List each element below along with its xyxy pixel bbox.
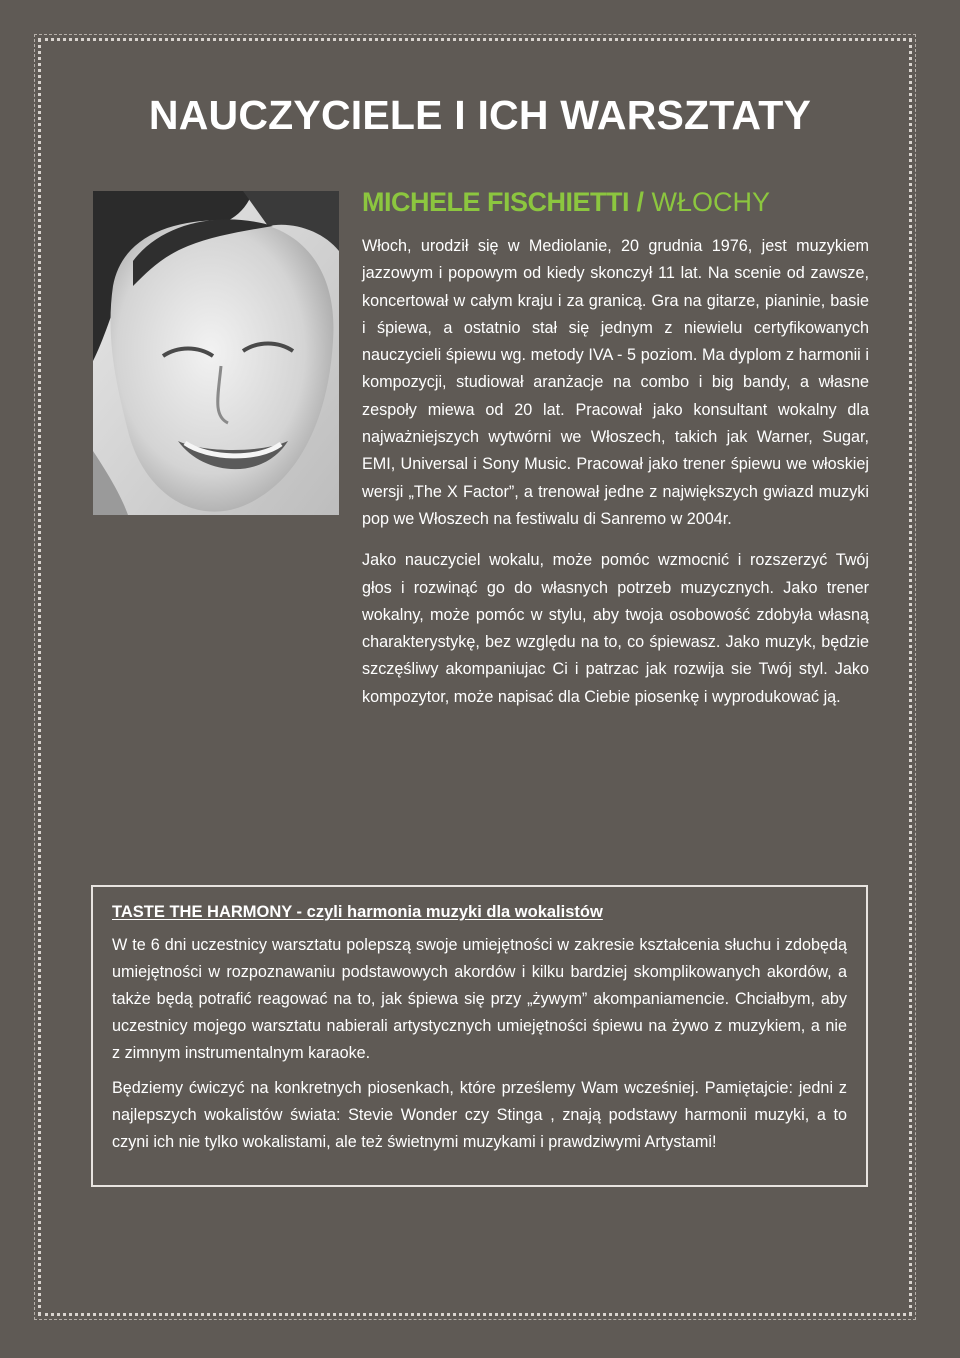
workshop-box (91, 885, 868, 1187)
workshop-paragraph: W te 6 dni uczestnicy warsztatu polepszą swoje umiejętności w zakresie kształcenia słuchu i zdobędą umiejętności w rozpoznawaniu podstawowych akordów i kilku bardziej skomplikowanych akordów, a także będą potrafić reagować na to, jak śpiewa się przy „żywym” akompaniamencie. Chciałbym, aby uczestnicy mojego warsztatu nabierali artystycznych umiejętności śpiewu na żywo z muzykiem, a nie z zimnym instrumentalnym karaoke. (112, 936, 847, 1062)
workshop-paragraph: Będziemy ćwiczyć na konkretnych piosenkach, które prześlemy Wam wcześniej. Pamiętajcie: jedni z najlepszych wokalistów świata: Stevie Wonder czy Stinga , znają podstawy harmonii muzyki, a to czyni ich nie tylko wokalistami, ale też świetnymi muzykami i prawdziwymi Artystami! (112, 1079, 847, 1151)
teacher-name: MICHELE FISCHIETTI (362, 187, 629, 217)
heading-separator: / (629, 187, 652, 217)
teacher-bio (362, 233, 869, 725)
workshop-title: TASTE THE HARMONY - czyli harmonia muzyki dla wokalistów (112, 903, 603, 921)
portrait-photo (93, 191, 339, 515)
page-title: NAUCZYCIELE I ICH WARSZTATY (148, 92, 812, 138)
portrait-illustration (93, 191, 339, 515)
bio-paragraph: Jako nauczyciel wokalu, może pomóc wzmocnić i rozszerzyć Twój głos i rozwinąć go do własnych potrzeb muzycznych. Jako trener wokalny, może pomóc w stylu, aby twoja osobowość zdobyła własną charakterystykę, bez względu na to, co śpiewasz. Jako muzyk, będzie szczęśliwy akompaniujac Ci i patrzac jak rozwija sie Twój styl. Jako kompozytor, może napisać dla Ciebie piosenkę i wyprodukować ją. (362, 551, 869, 706)
teacher-heading (362, 184, 882, 220)
bio-paragraph: Włoch, urodził się w Mediolanie, 20 grudnia 1976, jest muzykiem jazzowym i popowym od kiedy skonczył 11 lat. Na scenie od zawsze, koncertował w całym kraju i za granicą. Gra na gitarze, pianinie, basie i śpiewa, a ostatnio stał się jednym z niewielu certyfikowanych nauczycieli śpiewu wg. metody IVA - 5 poziom. Ma dyplom z harmonii i kompozycji, studiował aranżacje na combo i big bandy, a własne zespoły miewa od 20 lat. Pracował jako konsultant wokalny dla najważniejszych wytwórni we Włoszech, takich jak Warner, Sugar, EMI, Universal i Sony Music. Pracował jako trener śpiewu we włoskiej wersji „The X Factor”, a trenował jedne z największych gwiazd muzyki pop we Włoszech na festiwalu di Sanremo w 2004r. (362, 237, 869, 528)
teacher-country: WŁOCHY (651, 187, 771, 217)
